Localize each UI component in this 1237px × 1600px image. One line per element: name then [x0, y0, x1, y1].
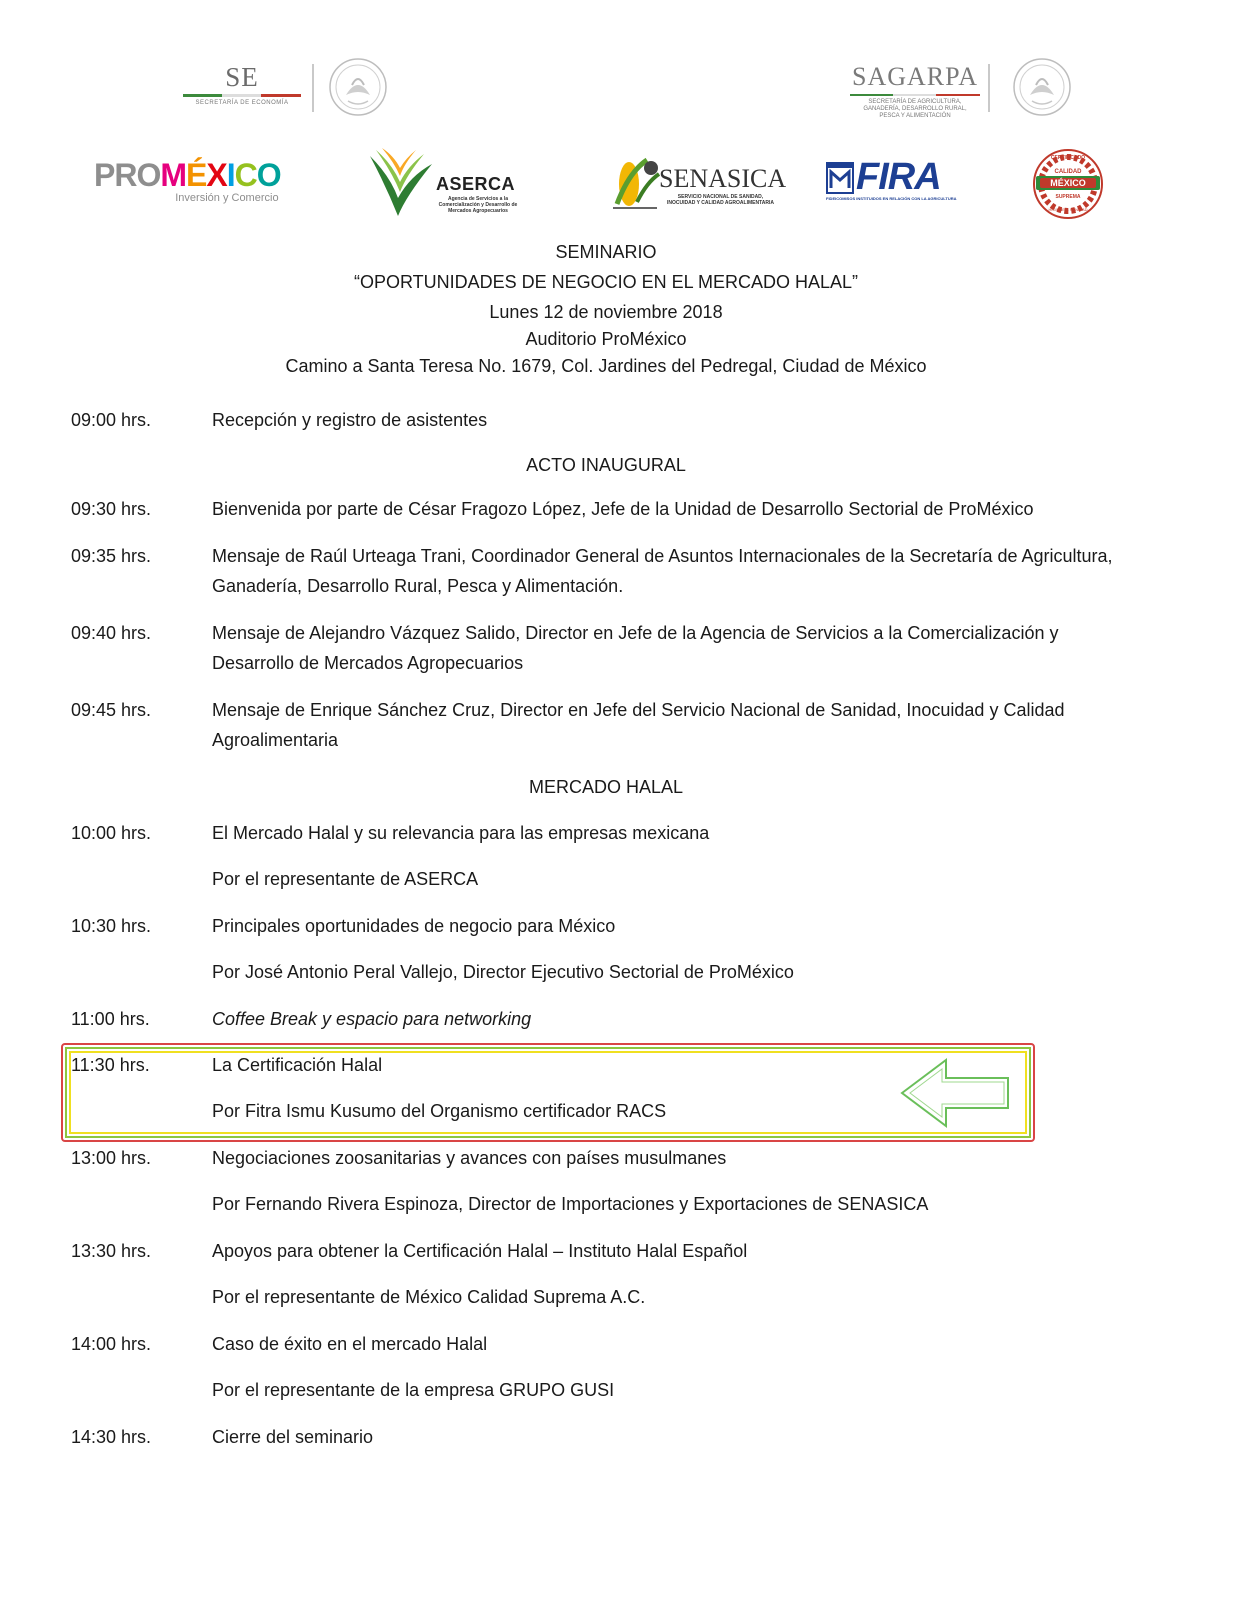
agenda-time: 09:00 hrs.: [71, 410, 152, 430]
agenda-description: Recepción y registro de asistentes: [212, 410, 488, 430]
agenda-description: Coffee Break y espacio para networking: [212, 1009, 532, 1029]
calidad-footer-text: HIGIENE & SANIDAD: [1048, 207, 1088, 212]
arrow-left-icon: [900, 1058, 1012, 1128]
sagarpa-abbr: SAGARPA: [852, 62, 978, 91]
seminar-label: SEMINARIO: [555, 242, 657, 262]
calidad-suprema-seal-icon: [1032, 148, 1104, 220]
agenda-time: 10:00 hrs.: [71, 823, 152, 843]
calidad-top-text: CERTIFICADO: [1050, 155, 1086, 161]
promexico-letter: X: [206, 157, 227, 193]
aserca-leaf-icon: [366, 146, 436, 220]
divider: [988, 64, 990, 112]
senasica-logo: [607, 152, 787, 214]
fira-name: FIRA: [856, 156, 941, 198]
section-heading: MERCADO HALAL: [528, 777, 684, 797]
promexico-letter: M: [160, 157, 186, 193]
se-abbr: SE: [225, 62, 259, 92]
calidad-name-text: MÉXICO: [1050, 178, 1086, 188]
promexico-letter: O: [256, 157, 281, 193]
sagarpa-fullname-1: SECRETARÍA DE AGRICULTURA,: [868, 99, 962, 105]
agenda-description: Negociaciones zoosanitarias y avances con países musulmanes: [212, 1148, 727, 1168]
seminar-venue: Auditorio ProMéxico: [525, 329, 687, 349]
agenda-speaker: Por el representante de México Calidad Suprema A.C.: [212, 1287, 646, 1307]
aserca-logo: [366, 146, 526, 220]
promexico-letter: É: [186, 157, 207, 193]
agenda-time: 09:40 hrs.: [71, 623, 152, 643]
fira-logo: [826, 156, 966, 204]
agenda-time: 11:00 hrs.: [71, 1009, 150, 1029]
sagarpa-fullname-2: GANADERÍA, DESARROLLO RURAL,: [863, 106, 967, 112]
agenda-time: 13:00 hrs.: [71, 1148, 152, 1168]
agenda-description: Cierre del seminario: [212, 1427, 374, 1447]
fira-subtitle: FIDEICOMISOS INSTITUIDOS EN RELACIÓN CON LA AGRICULTURA: [826, 196, 957, 201]
agenda-speaker: Por Fitra Ismu Kusumo del Organismo certificador RACS: [212, 1101, 667, 1121]
agenda-description: Principales oportunidades de negocio para México: [212, 916, 616, 936]
agenda-time: 11:30 hrs.: [71, 1055, 150, 1075]
agenda-time: 14:00 hrs.: [71, 1334, 152, 1354]
agenda-description: Caso de éxito en el mercado Halal: [212, 1334, 488, 1354]
agenda-description: La Certificación Halal: [212, 1055, 383, 1075]
agenda-speaker: Por Fernando Rivera Espinoza, Director de Importaciones y Exportaciones de SENASICA: [212, 1194, 929, 1214]
sagarpa-logo: [850, 62, 980, 120]
section-heading: ACTO INAUGURAL: [526, 455, 686, 475]
se-logo: [183, 62, 301, 106]
senasica-subtitle: SERVICIO NACIONAL DE SANIDAD, INOCUIDAD Y CALIDAD AGROALIMENTARIA: [666, 194, 775, 206]
seminar-title: “OPORTUNIDADES DE NEGOCIO EN EL MERCADO HALAL”: [353, 272, 859, 292]
seminar-date: Lunes 12 de noviembre 2018: [489, 302, 723, 322]
se-fullname: SECRETARÍA DE ECONOMÍA: [195, 100, 289, 106]
agenda-description: Mensaje de Enrique Sánchez Cruz, Director en Jefe del Servicio Nacional de Sanidad, Inocuidad y Calidad Agroalimentaria: [212, 700, 1065, 750]
fira-building-icon: [826, 162, 854, 194]
agenda-description: Bienvenida por parte de César Fragozo López, Jefe de la Unidad de Desarrollo Sectorial de ProMéxico: [212, 499, 1034, 519]
senasica-emblem-icon: [607, 152, 663, 212]
calidad-mid-text: CALIDAD: [1054, 169, 1082, 175]
agenda-speaker: Por el representante de ASERCA: [212, 869, 479, 889]
se-color-bar: [183, 94, 301, 97]
agenda-description: Apoyos para obtener la Certificación Halal – Instituto Halal Español: [212, 1241, 748, 1261]
agenda-time: 13:30 hrs.: [71, 1241, 152, 1261]
agenda-time: 10:30 hrs.: [71, 916, 152, 936]
mexico-seal-icon: [1012, 57, 1072, 117]
agenda-time: 09:45 hrs.: [71, 700, 152, 720]
promexico-letter: C: [234, 157, 257, 193]
promexico-logo: [94, 158, 281, 204]
promexico-tagline: Inversión y Comercio: [175, 192, 279, 204]
agenda-time: 09:35 hrs.: [71, 546, 152, 566]
promexico-pro: PRO: [94, 157, 161, 193]
agenda-time: 09:30 hrs.: [71, 499, 152, 519]
agenda-description: El Mercado Halal y su relevancia para las empresas mexicana: [212, 823, 710, 843]
seminar-address: Camino a Santa Teresa No. 1679, Col. Jardines del Pedregal, Ciudad de México: [285, 356, 927, 376]
sagarpa-fullname-3: PESCA Y ALIMENTACIÓN: [879, 113, 951, 119]
agenda-description: Mensaje de Alejandro Vázquez Salido, Director en Jefe de la Agencia de Servicios a la Comercialización y Desarrollo de Mercados Agropecuarios: [212, 623, 1059, 673]
agenda-speaker: Por José Antonio Peral Vallejo, Director Ejecutivo Sectorial de ProMéxico: [212, 962, 794, 982]
agenda-speaker: Por el representante de la empresa GRUPO GUSI: [212, 1380, 615, 1400]
divider: [312, 64, 314, 112]
aserca-name: ASERCA: [436, 174, 516, 194]
sagarpa-color-bar: [850, 94, 980, 96]
calidad-bottom-text: SUPREMA: [1055, 194, 1081, 200]
agenda-description: Mensaje de Raúl Urteaga Trani, Coordinador General de Asuntos Internacionales de la Secretaría de Agricultura, Ganadería, Desarrollo Rural, Pesca y Alimentación.: [212, 546, 1113, 596]
promexico-letter: I: [226, 157, 235, 193]
senasica-name: SENASICA: [659, 164, 787, 193]
aserca-subtitle: Agencia de Servicios a la Comercialización y Desarrollo de Mercados Agropecuarios: [438, 196, 518, 214]
mexico-seal-icon: [328, 57, 388, 117]
agenda-time: 14:30 hrs.: [71, 1427, 152, 1447]
